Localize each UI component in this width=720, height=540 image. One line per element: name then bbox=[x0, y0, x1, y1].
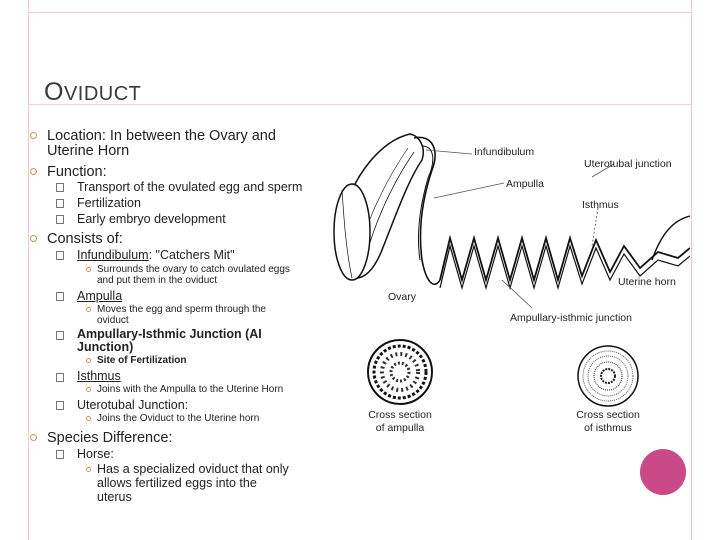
label-cross-section-ampulla-2: of ampulla bbox=[375, 422, 425, 434]
horse-sub-2: allows fertilized eggs into the bbox=[97, 476, 257, 490]
bullet-icon bbox=[30, 168, 37, 175]
label-ovary: Ovary bbox=[388, 291, 417, 303]
infundibulum-desc: : "Catchers Mit" bbox=[148, 248, 235, 262]
bullet-icon bbox=[30, 132, 37, 139]
isthmus-heading: Isthmus bbox=[77, 369, 121, 383]
label-cross-section-ampulla-1: Cross section bbox=[368, 409, 432, 421]
title-rest: VIDUCT bbox=[63, 83, 142, 105]
bullet-location-cont: Uterine Horn bbox=[47, 143, 130, 159]
checkbox-bullet-icon bbox=[56, 199, 64, 208]
frame-top-line bbox=[28, 12, 692, 13]
bullet-species: Species Difference: bbox=[47, 430, 173, 446]
ampulla-sub-1: Moves the egg and sperm through the bbox=[97, 304, 266, 315]
checkbox-bullet-icon bbox=[56, 373, 64, 382]
ovary-shape bbox=[334, 184, 370, 280]
horse-sub-3: uterus bbox=[97, 490, 132, 504]
infundibulum-sub-2: and put them in the oviduct bbox=[97, 275, 218, 286]
frame-left-line bbox=[28, 0, 29, 540]
checkbox-bullet-icon bbox=[56, 183, 64, 192]
ampulla-heading: Ampulla bbox=[77, 289, 123, 303]
horse-heading: Horse: bbox=[77, 447, 114, 461]
horse-sub-1: Has a specialized oviduct that only bbox=[97, 462, 289, 476]
function-item-2: Fertilization bbox=[77, 196, 141, 210]
oviduct-diagram bbox=[322, 120, 690, 450]
aij-heading-2: Junction) bbox=[77, 340, 134, 354]
bullet-icon bbox=[86, 307, 91, 312]
isthmus-sub: Joins with the Ampulla to the Uterine Horn bbox=[97, 384, 284, 395]
label-infundibulum: Infundibulum bbox=[474, 146, 535, 158]
label-uterotubal-junction: Uterotubal junction bbox=[584, 158, 672, 170]
aij-sub: Site of Fertilization bbox=[97, 355, 187, 366]
title-first-letter: O bbox=[44, 78, 64, 106]
bullet-icon bbox=[86, 467, 91, 472]
bullet-function: Function: bbox=[47, 164, 107, 180]
label-ampulla: Ampulla bbox=[506, 178, 544, 190]
infundibulum-heading bbox=[77, 248, 235, 263]
checkbox-bullet-icon bbox=[56, 215, 64, 224]
frame-right-line bbox=[691, 0, 692, 540]
bullet-icon bbox=[30, 235, 37, 242]
bullet-icon bbox=[86, 416, 91, 421]
infundibulum-label: Infundibulum bbox=[77, 248, 149, 262]
label-uterine-horn: Uterine horn bbox=[618, 276, 676, 288]
bullet-location: Location: In between the Ovary and bbox=[47, 128, 276, 144]
slide-title bbox=[44, 78, 141, 107]
checkbox-bullet-icon bbox=[56, 450, 64, 459]
checkbox-bullet-icon bbox=[56, 292, 64, 301]
bullet-icon bbox=[86, 358, 91, 363]
bullet-icon bbox=[86, 267, 91, 272]
label-ampullary-isthmic-junction: Ampullary-isthmic junction bbox=[510, 312, 632, 324]
bullet-icon bbox=[30, 434, 37, 441]
ampulla-sub-2: oviduct bbox=[97, 315, 129, 326]
function-item-3: Early embryo development bbox=[77, 212, 226, 226]
label-cross-section-isthmus-2: of isthmus bbox=[584, 422, 632, 434]
bullet-consists: Consists of: bbox=[47, 231, 123, 247]
label-isthmus: Isthmus bbox=[582, 199, 619, 211]
function-item-1: Transport of the ovulated egg and sperm bbox=[77, 180, 303, 194]
checkbox-bullet-icon bbox=[56, 331, 64, 340]
bullet-icon bbox=[86, 387, 91, 392]
aij-heading-1: Ampullary-Isthmic Junction (AI bbox=[77, 327, 262, 341]
checkbox-bullet-icon bbox=[56, 401, 64, 410]
infundibulum-sub-1: Surrounds the ovary to catch ovulated eggs bbox=[97, 264, 290, 275]
utj-heading: Uterotubal Junction: bbox=[77, 398, 189, 412]
checkbox-bullet-icon bbox=[56, 251, 64, 260]
label-cross-section-isthmus-1: Cross section bbox=[576, 409, 640, 421]
decorative-pink-circle bbox=[640, 449, 686, 495]
utj-sub: Joins the Oviduct to the Uterine horn bbox=[97, 413, 260, 424]
